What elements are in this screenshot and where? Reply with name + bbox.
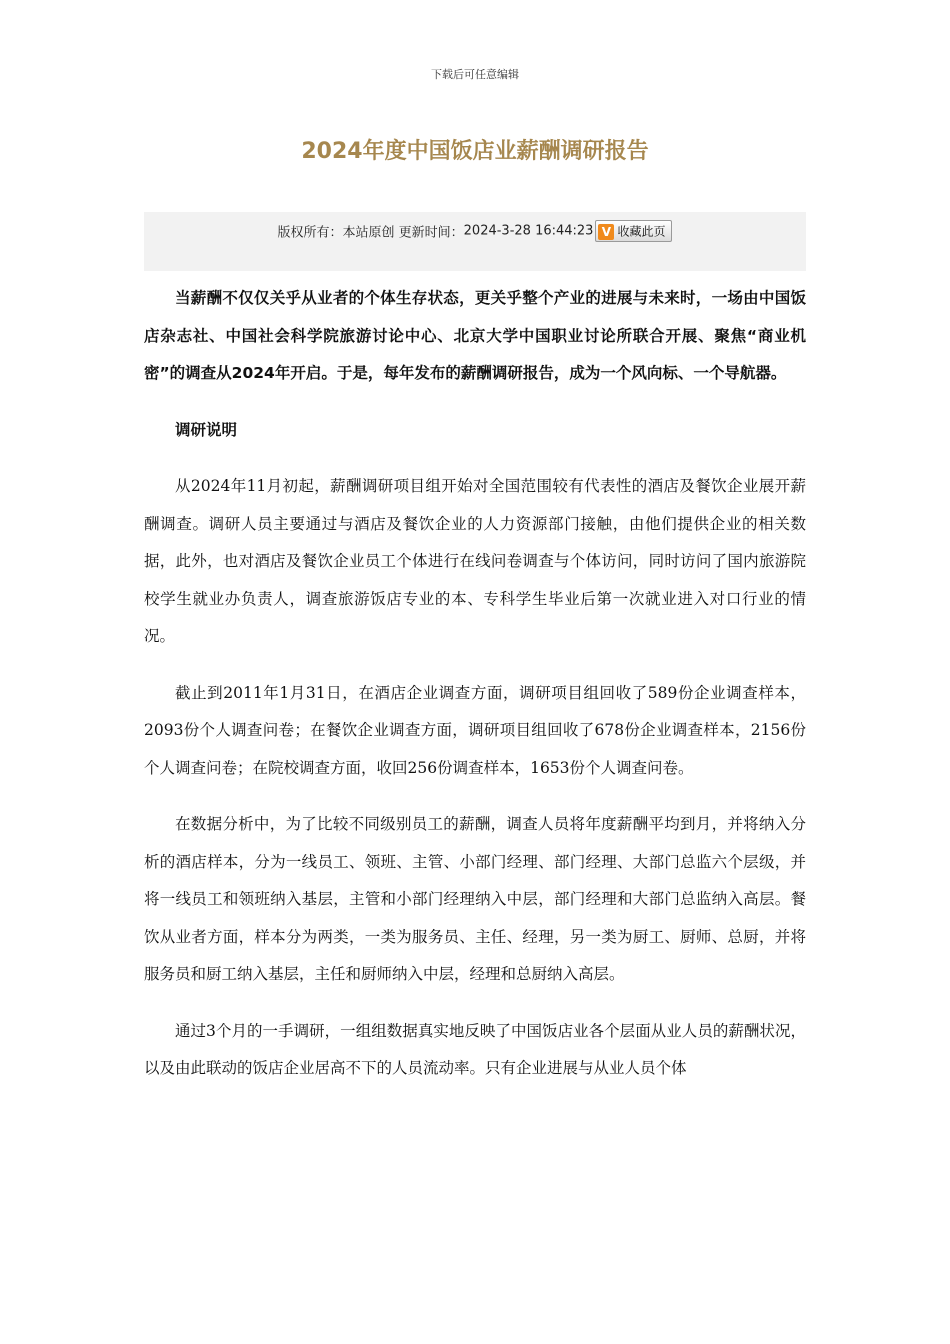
article-body [144, 280, 806, 1107]
bookmark-button[interactable] [595, 220, 672, 242]
body-paragraph: 在数据分析中，为了比较不同级别员工的薪酬，调查人员将年度薪酬平均到月，并将纳入分析的酒店样本，分为一线员工、领班、主管、小部门经理、部门经理、大部门总监六个层级，并将一线员工和领班纳入基层，主管和小部门经理纳入中层，部门经理和大部门总监纳入高层。餐饮从业者方面，样本分为两类，一类为服务员、主任、经理，另一类为厨工、厨师、总厨，并将服务员和厨工纳入基层，主任和厨师纳入中层，经理和总厨纳入高层。 [144, 815, 806, 983]
meta-box [144, 212, 806, 271]
meta-line [144, 220, 806, 242]
header-note: 下载后可任意编辑 [431, 68, 519, 81]
page-title: 2024年度中国饭店业薪酬调研报告 [301, 139, 649, 164]
update-time: 2024-3-28 16:44:23 [463, 223, 594, 239]
bookmark-icon: V [598, 224, 614, 240]
body-paragraph: 从2024年11月初起，薪酬调研项目组开始对全国范围较有代表性的酒店及餐饮企业展开薪酬调查。调研人员主要通过与酒店及餐饮企业的人力资源部门接触，由他们提供企业的相关数据，此外，也对酒店及餐饮企业员工个体进行在线问卷调查与个体访问，同时访问了国内旅游院校学生就业办负责人，调查旅游饭店专业的本、专科学生毕业后第一次就业进入对口行业的情况。 [144, 477, 806, 645]
intro-paragraph: 当薪酬不仅仅关乎从业者的个体生存状态，更关乎整个产业的进展与未来时，一场由中国饭店杂志社、中国社会科学院旅游讨论中心、北京大学中国职业讨论所联合开展、聚焦“商业机密”的调查从2024年开启。于是，每年发布的薪酬调研报告，成为一个风向标、一个导航器。 [144, 289, 806, 382]
bookmark-label: 收藏此页 [617, 224, 666, 239]
section-heading: 调研说明 [175, 420, 238, 439]
copyright-text: 版权所有：本站原创 更新时间： [277, 225, 464, 241]
body-paragraph: 截止到2011年1月31日，在酒店企业调查方面，调研项目组回收了589份企业调查样本，2093份个人调查问卷；在餐饮企业调查方面，调研项目组回收了678份企业调查样本，2156份个人调查问卷；在院校调查方面，收回256份调查样本，1653份个人调查问卷。 [144, 683, 806, 777]
body-paragraph: 通过3个月的一手调研，一组组数据真实地反映了中国饭店业各个层面从业人员的薪酬状况，以及由此联动的饭店企业居高不下的人员流动率。只有企业进展与从业人员个体 [144, 1021, 806, 1077]
